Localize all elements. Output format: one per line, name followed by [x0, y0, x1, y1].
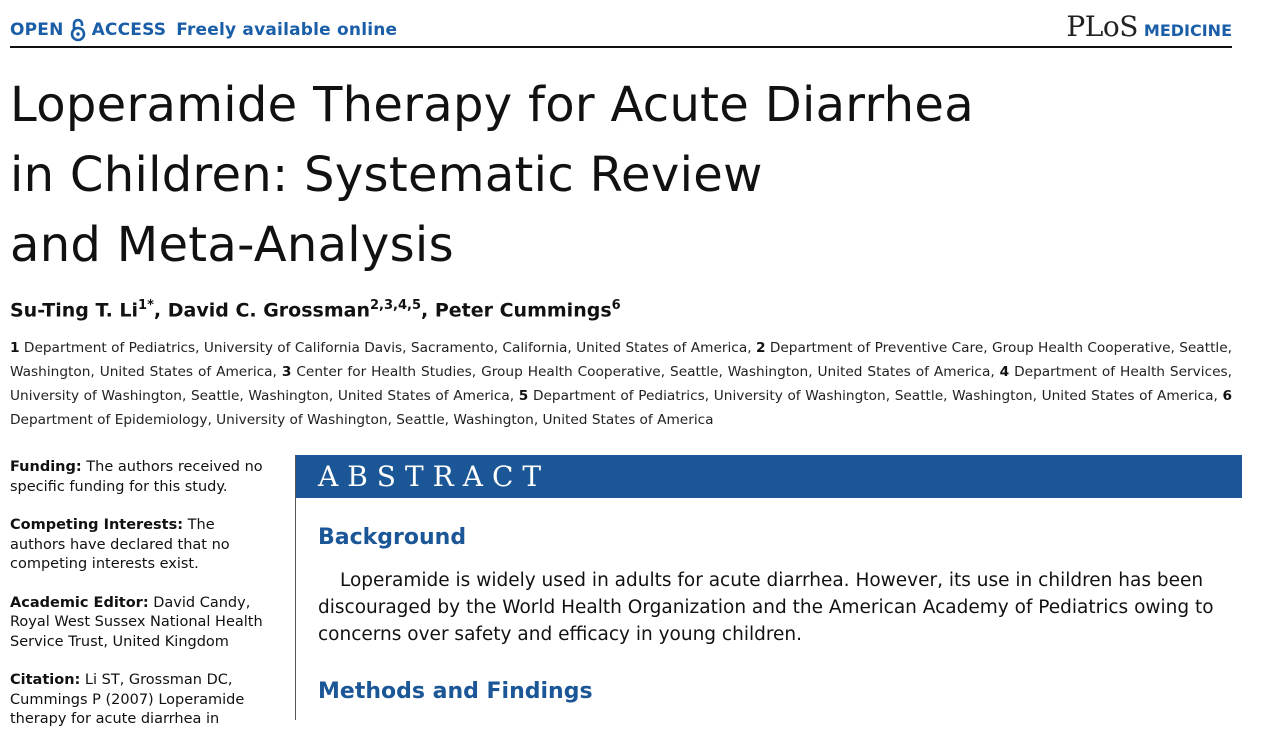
background-heading: Background	[318, 525, 467, 550]
funding-label: Funding:	[10, 459, 82, 475]
article-title	[10, 70, 1090, 280]
title-line: Loperamide Therapy for Acute Diarrhea	[10, 77, 974, 133]
abstract-panel	[295, 455, 1242, 720]
methods-findings-heading: Methods and Findings	[318, 679, 593, 704]
competing-interests-note	[10, 516, 272, 575]
competing-interests-label: Competing Interests:	[10, 517, 184, 533]
affiliation-text: Department of Pediatrics, University of California Davis, Sacramento, California, United States of America,	[23, 340, 752, 356]
citation-label: Citation:	[10, 672, 81, 688]
title-line: and Meta-Analysis	[10, 217, 454, 273]
affiliation-number: 5	[518, 388, 529, 404]
author-affiliation-marker: 2,3,4,5	[370, 298, 421, 313]
abstract-banner: ABSTRACT	[296, 455, 1242, 498]
affiliation-number: 3	[281, 364, 292, 380]
medicine-label: MEDICINE	[1143, 21, 1232, 40]
article-info-sidebar	[10, 458, 272, 749]
academic-editor-text: David Candy, Royal West Sussex National Health Service Trust, United Kingdom	[10, 594, 263, 650]
author-name: Peter Cummings	[434, 299, 612, 322]
author-affiliation-marker: 1*	[138, 298, 154, 313]
affiliation-number: 1	[10, 340, 20, 356]
affiliations	[10, 336, 1232, 432]
competing-interests-text: The authors have declared that no competing interests exist.	[10, 517, 230, 572]
affiliation-number: 4	[999, 364, 1010, 380]
affiliation-text: Department of Preventive Care, Group Health Cooperative, Seattle, Washington, United States of America,	[10, 340, 1233, 380]
academic-editor-note	[10, 594, 272, 653]
citation-note	[10, 671, 272, 730]
author-list: Su-Ting T. $Li^{1*}$, David C. Grossman$^{2,3,4,5}$, Peter Cummings$^6$	[10, 298, 621, 322]
open-access-banner	[10, 18, 397, 42]
author-name: David C. Grossman	[167, 299, 370, 322]
affiliation-number: 2	[755, 340, 766, 356]
open-label: OPEN	[10, 20, 64, 40]
affiliation-text: Department of Epidemiology, University of Washington, Seattle, Washington, United States of America	[10, 412, 714, 428]
journal-logo	[1066, 10, 1232, 43]
plos-logo: PLoS	[1066, 10, 1138, 43]
funding-text: The authors received no specific funding for this study.	[10, 459, 263, 495]
affiliation-text: Department of Pediatrics, University of Washington, Seattle, Washington, United States of America,	[532, 388, 1218, 404]
background-paragraph: Loperamide is widely used in adults for acute diarrhea. However, its use in children has been discouraged by the World Health Organization and the American Academy of Pediatrics owing to concerns over safety and efficacy in young children.	[318, 570, 1214, 645]
author-affiliation-marker: 6	[611, 298, 621, 313]
freely-available-label: Freely available online	[176, 20, 398, 40]
funding-note	[10, 458, 272, 497]
author-name: Su-Ting T. Li	[10, 299, 139, 322]
access-label: ACCESS	[91, 20, 167, 40]
citation-text: Li ST, Grossman DC, Cummings P (2007) Loperamide therapy for acute diarrhea in	[10, 672, 245, 727]
affiliation-text: Department of Health Services, University of Washington, Seattle, Washington, United States of America,	[10, 364, 1232, 404]
title-line: in Children: Systematic Review	[10, 147, 763, 203]
affiliation-number: 6	[1222, 388, 1233, 404]
open-access-lock-icon	[70, 18, 86, 42]
academic-editor-label: Academic Editor:	[10, 594, 149, 611]
affiliation-text: Center for Health Studies, Group Health Cooperative, Seattle, Washington, United States of America,	[296, 364, 995, 380]
journal-header	[10, 10, 1232, 48]
